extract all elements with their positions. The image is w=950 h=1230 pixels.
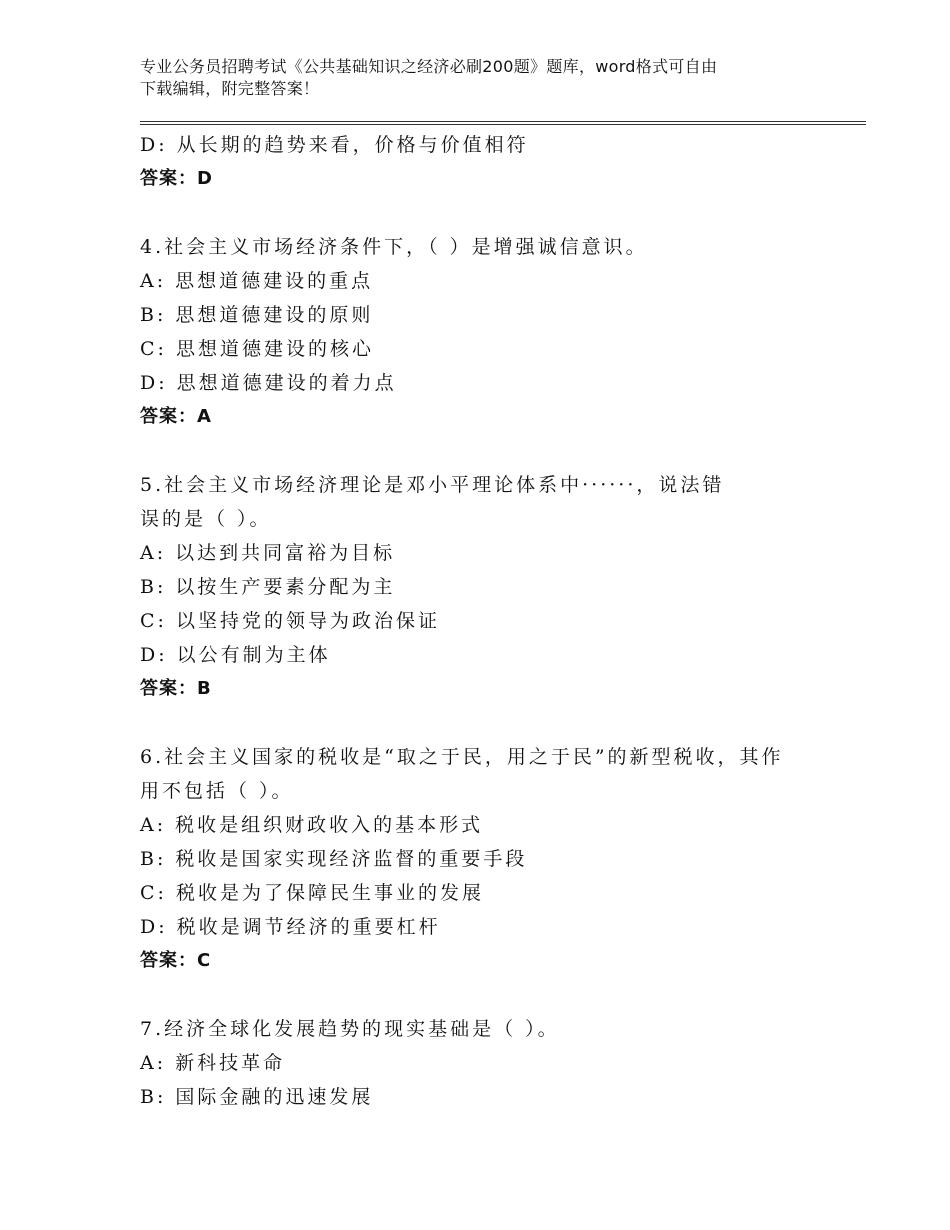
q4-option-d: D: 思想道德建设的着力点 <box>140 372 397 394</box>
q5-option-d: D: 以公有制为主体 <box>140 644 331 666</box>
q5-question-line-2: 误的是（ ）。 <box>140 508 272 530</box>
q3-option-d: D: 从长期的趋势来看，价格与价值相符 <box>140 134 529 156</box>
question-3-block <box>140 128 800 196</box>
q4-option-a: A: 思想道德建设的重点 <box>140 270 374 292</box>
q6-option-b: B: 税收是国家实现经济监督的重要手段 <box>140 848 528 870</box>
q7-question: 7.经济全球化发展趋势的现实基础是（ ）。 <box>140 1018 560 1040</box>
q6-question-line-2: 用不包括（ ）。 <box>140 780 294 802</box>
question-list <box>140 128 800 1114</box>
q5-option-c: C: 以坚持党的领导为政治保证 <box>140 610 440 632</box>
question-6-block <box>140 740 800 978</box>
document-header <box>140 56 820 100</box>
q4-option-c: C: 思想道德建设的核心 <box>140 338 374 360</box>
q4-option-b: B: 思想道德建设的原则 <box>140 304 374 326</box>
q6-option-d: D: 税收是调节经济的重要杠杆 <box>140 916 441 938</box>
q6-option-c: C: 税收是为了保障民生事业的发展 <box>140 882 484 904</box>
question-5-block <box>140 468 800 706</box>
q4-answer: 答案：A <box>140 406 212 427</box>
spacer <box>140 434 800 468</box>
spacer <box>140 706 800 740</box>
q5-question-line-1: 5.社会主义市场经济理论是邓小平理论体系中······，说法错 <box>140 474 725 496</box>
header-divider <box>140 121 866 122</box>
q3-answer: 答案：D <box>140 168 213 189</box>
spacer <box>140 978 800 1012</box>
q6-answer: 答案：C <box>140 950 212 971</box>
question-4-block <box>140 230 800 434</box>
q7-option-a: A: 新科技革命 <box>140 1052 286 1074</box>
spacer <box>140 196 800 230</box>
q6-question-line-1: 6.社会主义国家的税收是“取之于民，用之于民”的新型税收，其作 <box>140 746 784 768</box>
q7-option-b: B: 国际金融的迅速发展 <box>140 1086 374 1108</box>
q5-option-a: A: 以达到共同富裕为目标 <box>140 542 396 564</box>
q5-answer: 答案：B <box>140 678 212 699</box>
header-line-2: 下载编辑，附完整答案！ <box>140 79 320 98</box>
q6-option-a: A: 税收是组织财政收入的基本形式 <box>140 814 484 836</box>
question-7-block <box>140 1012 800 1114</box>
header-line-1: 专业公务员招聘考试《公共基础知识之经济必刷200题》题库，word格式可自由 <box>140 57 718 76</box>
q4-question: 4.社会主义市场经济条件下，（ ）是增强诚信意识。 <box>140 236 648 258</box>
q5-option-b: B: 以按生产要素分配为主 <box>140 576 396 598</box>
header-divider-secondary <box>140 124 866 125</box>
